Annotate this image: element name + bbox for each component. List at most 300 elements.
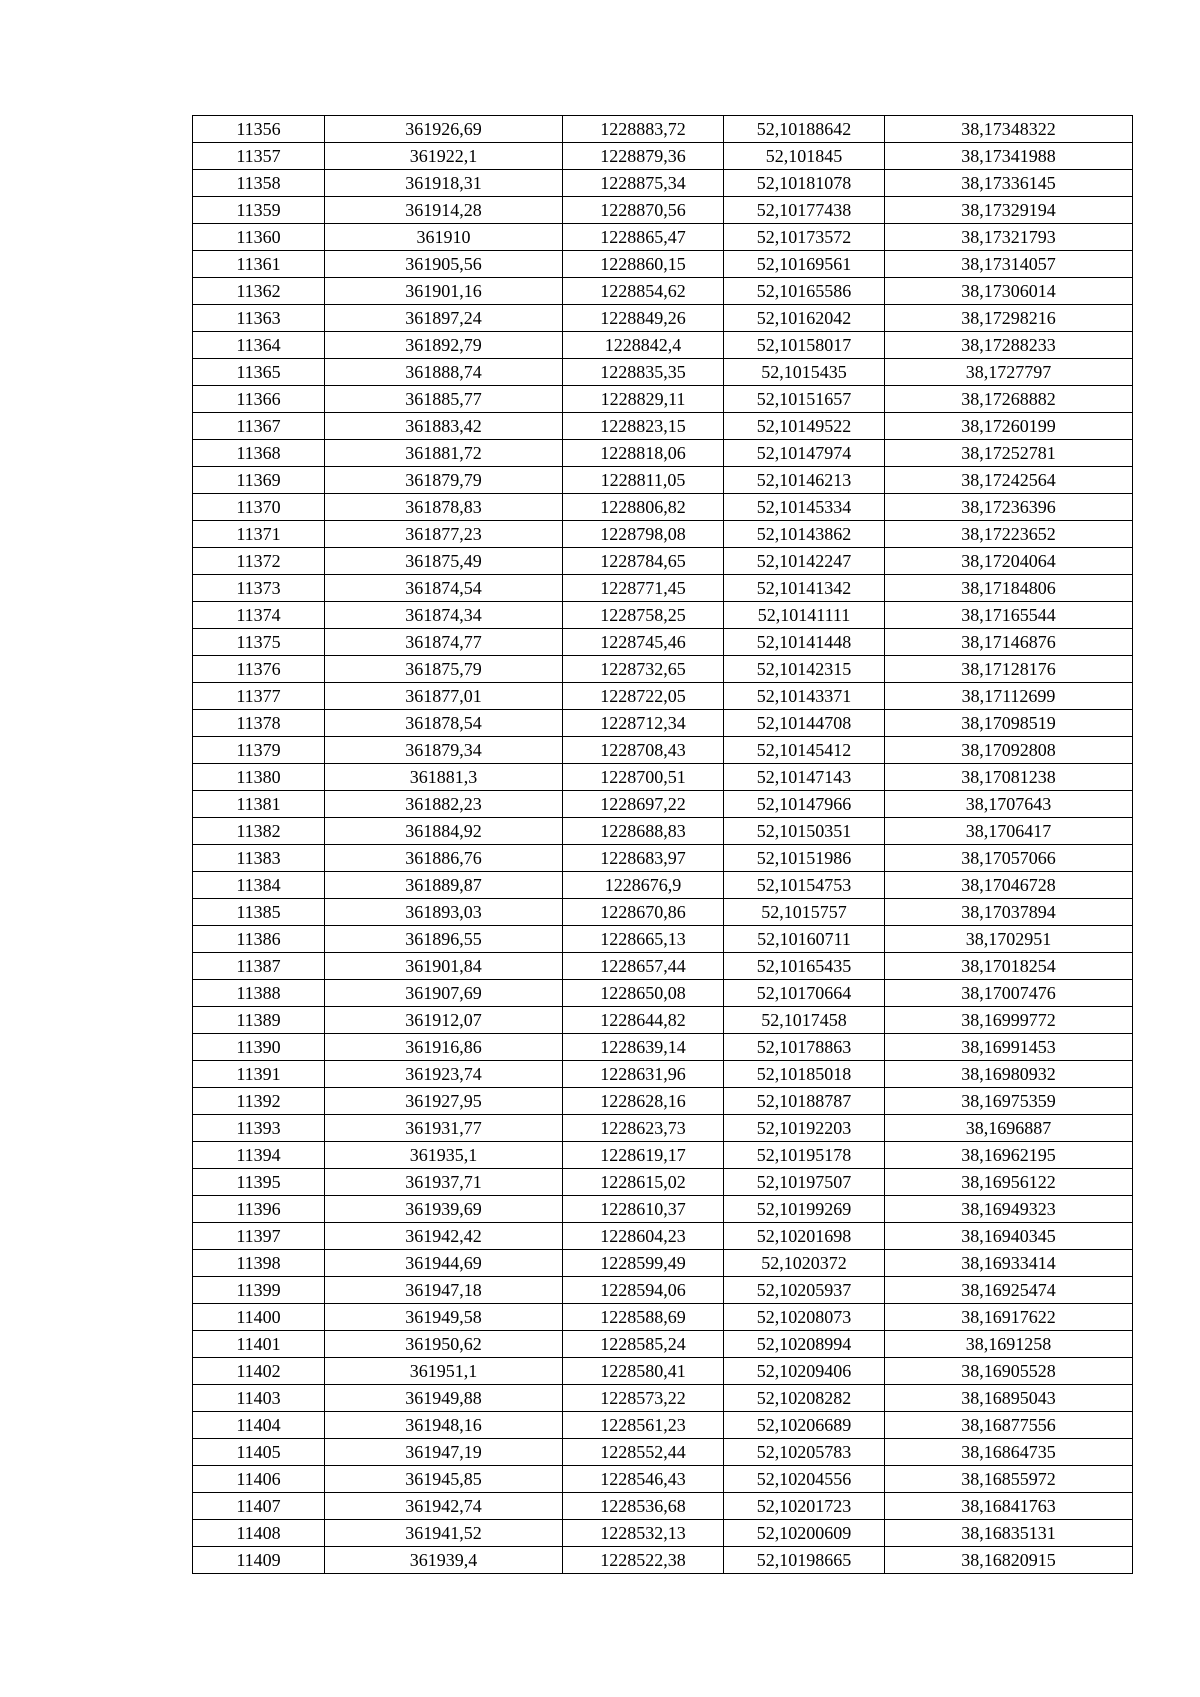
- latitude-cell: 52,10165586: [724, 278, 885, 305]
- point-number-cell: 11408: [193, 1520, 325, 1547]
- x-coordinate-cell: 361918,31: [325, 170, 563, 197]
- point-number-cell: 11367: [193, 413, 325, 440]
- x-coordinate-cell: 361878,83: [325, 494, 563, 521]
- longitude-cell: 38,16956122: [885, 1169, 1133, 1196]
- x-coordinate-cell: 361951,1: [325, 1358, 563, 1385]
- point-number-cell: 11372: [193, 548, 325, 575]
- y-coordinate-cell: 1228536,68: [563, 1493, 724, 1520]
- x-coordinate-cell: 361905,56: [325, 251, 563, 278]
- y-coordinate-cell: 1228697,22: [563, 791, 724, 818]
- x-coordinate-cell: 361882,23: [325, 791, 563, 818]
- x-coordinate-cell: 361874,34: [325, 602, 563, 629]
- point-number-cell: 11409: [193, 1547, 325, 1574]
- x-coordinate-cell: 361939,69: [325, 1196, 563, 1223]
- latitude-cell: 52,10205783: [724, 1439, 885, 1466]
- latitude-cell: 52,10208073: [724, 1304, 885, 1331]
- point-number-cell: 11366: [193, 386, 325, 413]
- latitude-cell: 52,10151986: [724, 845, 885, 872]
- table-row: [193, 602, 1133, 629]
- x-coordinate-cell: 361912,07: [325, 1007, 563, 1034]
- point-number-cell: 11385: [193, 899, 325, 926]
- table-row: [193, 494, 1133, 521]
- longitude-cell: 38,17184806: [885, 575, 1133, 602]
- latitude-cell: 52,10188642: [724, 116, 885, 143]
- point-number-cell: 11361: [193, 251, 325, 278]
- x-coordinate-cell: 361950,62: [325, 1331, 563, 1358]
- x-coordinate-cell: 361881,72: [325, 440, 563, 467]
- latitude-cell: 52,10178863: [724, 1034, 885, 1061]
- y-coordinate-cell: 1228650,08: [563, 980, 724, 1007]
- latitude-cell: 52,10197507: [724, 1169, 885, 1196]
- longitude-cell: 38,17298216: [885, 305, 1133, 332]
- x-coordinate-cell: 361889,87: [325, 872, 563, 899]
- latitude-cell: 52,10165435: [724, 953, 885, 980]
- latitude-cell: 52,1015435: [724, 359, 885, 386]
- point-number-cell: 11397: [193, 1223, 325, 1250]
- latitude-cell: 52,10143371: [724, 683, 885, 710]
- x-coordinate-cell: 361901,16: [325, 278, 563, 305]
- latitude-cell: 52,10151657: [724, 386, 885, 413]
- y-coordinate-cell: 1228683,97: [563, 845, 724, 872]
- longitude-cell: 38,17018254: [885, 953, 1133, 980]
- latitude-cell: 52,10154753: [724, 872, 885, 899]
- y-coordinate-cell: 1228561,23: [563, 1412, 724, 1439]
- point-number-cell: 11377: [193, 683, 325, 710]
- latitude-cell: 52,10201698: [724, 1223, 885, 1250]
- latitude-cell: 52,10204556: [724, 1466, 885, 1493]
- latitude-cell: 52,10150351: [724, 818, 885, 845]
- x-coordinate-cell: 361877,01: [325, 683, 563, 710]
- x-coordinate-cell: 361945,85: [325, 1466, 563, 1493]
- latitude-cell: 52,10147143: [724, 764, 885, 791]
- point-number-cell: 11375: [193, 629, 325, 656]
- x-coordinate-cell: 361923,74: [325, 1061, 563, 1088]
- longitude-cell: 38,16864735: [885, 1439, 1133, 1466]
- table-row: [193, 1358, 1133, 1385]
- table-row: [193, 791, 1133, 818]
- longitude-cell: 38,16877556: [885, 1412, 1133, 1439]
- y-coordinate-cell: 1228722,05: [563, 683, 724, 710]
- latitude-cell: 52,10206689: [724, 1412, 885, 1439]
- y-coordinate-cell: 1228580,41: [563, 1358, 724, 1385]
- y-coordinate-cell: 1228700,51: [563, 764, 724, 791]
- y-coordinate-cell: 1228585,24: [563, 1331, 724, 1358]
- y-coordinate-cell: 1228670,86: [563, 899, 724, 926]
- x-coordinate-cell: 361914,28: [325, 197, 563, 224]
- point-number-cell: 11374: [193, 602, 325, 629]
- table-row: [193, 845, 1133, 872]
- y-coordinate-cell: 1228594,06: [563, 1277, 724, 1304]
- x-coordinate-cell: 361949,88: [325, 1385, 563, 1412]
- x-coordinate-cell: 361942,42: [325, 1223, 563, 1250]
- table-row: [193, 251, 1133, 278]
- table-row: [193, 1169, 1133, 1196]
- longitude-cell: 38,16917622: [885, 1304, 1133, 1331]
- table-row: [193, 980, 1133, 1007]
- latitude-cell: 52,10188787: [724, 1088, 885, 1115]
- x-coordinate-cell: 361885,77: [325, 386, 563, 413]
- latitude-cell: 52,10145334: [724, 494, 885, 521]
- point-number-cell: 11357: [193, 143, 325, 170]
- latitude-cell: 52,10145412: [724, 737, 885, 764]
- point-number-cell: 11382: [193, 818, 325, 845]
- latitude-cell: 52,10200609: [724, 1520, 885, 1547]
- point-number-cell: 11401: [193, 1331, 325, 1358]
- y-coordinate-cell: 1228865,47: [563, 224, 724, 251]
- longitude-cell: 38,16905528: [885, 1358, 1133, 1385]
- x-coordinate-cell: 361949,58: [325, 1304, 563, 1331]
- x-coordinate-cell: 361896,55: [325, 926, 563, 953]
- point-number-cell: 11376: [193, 656, 325, 683]
- y-coordinate-cell: 1228546,43: [563, 1466, 724, 1493]
- longitude-cell: 38,16820915: [885, 1547, 1133, 1574]
- longitude-cell: 38,17165544: [885, 602, 1133, 629]
- x-coordinate-cell: 361941,52: [325, 1520, 563, 1547]
- point-number-cell: 11365: [193, 359, 325, 386]
- x-coordinate-cell: 361931,77: [325, 1115, 563, 1142]
- latitude-cell: 52,10173572: [724, 224, 885, 251]
- y-coordinate-cell: 1228631,96: [563, 1061, 724, 1088]
- table-row: [193, 656, 1133, 683]
- table-row: [193, 1520, 1133, 1547]
- latitude-cell: 52,10170664: [724, 980, 885, 1007]
- latitude-cell: 52,10158017: [724, 332, 885, 359]
- point-number-cell: 11392: [193, 1088, 325, 1115]
- x-coordinate-cell: 361901,84: [325, 953, 563, 980]
- point-number-cell: 11363: [193, 305, 325, 332]
- y-coordinate-cell: 1228732,65: [563, 656, 724, 683]
- table-row: [193, 116, 1133, 143]
- latitude-cell: 52,10141111: [724, 602, 885, 629]
- latitude-cell: 52,10146213: [724, 467, 885, 494]
- y-coordinate-cell: 1228522,38: [563, 1547, 724, 1574]
- point-number-cell: 11389: [193, 1007, 325, 1034]
- x-coordinate-cell: 361893,03: [325, 899, 563, 926]
- longitude-cell: 38,16962195: [885, 1142, 1133, 1169]
- longitude-cell: 38,1707643: [885, 791, 1133, 818]
- y-coordinate-cell: 1228883,72: [563, 116, 724, 143]
- table-row: [193, 1547, 1133, 1574]
- y-coordinate-cell: 1228708,43: [563, 737, 724, 764]
- y-coordinate-cell: 1228619,17: [563, 1142, 724, 1169]
- x-coordinate-cell: 361910: [325, 224, 563, 251]
- x-coordinate-cell: 361886,76: [325, 845, 563, 872]
- table-row: [193, 1439, 1133, 1466]
- longitude-cell: 38,17081238: [885, 764, 1133, 791]
- point-number-cell: 11388: [193, 980, 325, 1007]
- point-number-cell: 11358: [193, 170, 325, 197]
- y-coordinate-cell: 1228665,13: [563, 926, 724, 953]
- table-row: [193, 899, 1133, 926]
- longitude-cell: 38,17128176: [885, 656, 1133, 683]
- longitude-cell: 38,17098519: [885, 710, 1133, 737]
- y-coordinate-cell: 1228604,23: [563, 1223, 724, 1250]
- point-number-cell: 11356: [193, 116, 325, 143]
- longitude-cell: 38,16835131: [885, 1520, 1133, 1547]
- table-row: [193, 1223, 1133, 1250]
- point-number-cell: 11398: [193, 1250, 325, 1277]
- x-coordinate-cell: 361944,69: [325, 1250, 563, 1277]
- longitude-cell: 38,16940345: [885, 1223, 1133, 1250]
- table-row: [193, 1250, 1133, 1277]
- point-number-cell: 11399: [193, 1277, 325, 1304]
- point-number-cell: 11371: [193, 521, 325, 548]
- y-coordinate-cell: 1228784,65: [563, 548, 724, 575]
- longitude-cell: 38,16895043: [885, 1385, 1133, 1412]
- point-number-cell: 11379: [193, 737, 325, 764]
- coordinate-table-body: [193, 116, 1133, 1574]
- y-coordinate-cell: 1228657,44: [563, 953, 724, 980]
- point-number-cell: 11405: [193, 1439, 325, 1466]
- point-number-cell: 11406: [193, 1466, 325, 1493]
- point-number-cell: 11393: [193, 1115, 325, 1142]
- point-number-cell: 11394: [193, 1142, 325, 1169]
- latitude-cell: 52,10144708: [724, 710, 885, 737]
- table-row: [193, 1142, 1133, 1169]
- y-coordinate-cell: 1228849,26: [563, 305, 724, 332]
- latitude-cell: 52,10177438: [724, 197, 885, 224]
- table-row: [193, 1196, 1133, 1223]
- point-number-cell: 11373: [193, 575, 325, 602]
- table-row: [193, 332, 1133, 359]
- latitude-cell: 52,10209406: [724, 1358, 885, 1385]
- x-coordinate-cell: 361875,49: [325, 548, 563, 575]
- point-number-cell: 11381: [193, 791, 325, 818]
- latitude-cell: 52,10208994: [724, 1331, 885, 1358]
- table-row: [193, 1088, 1133, 1115]
- latitude-cell: 52,1017458: [724, 1007, 885, 1034]
- y-coordinate-cell: 1228879,36: [563, 143, 724, 170]
- longitude-cell: 38,17252781: [885, 440, 1133, 467]
- latitude-cell: 52,10160711: [724, 926, 885, 953]
- longitude-cell: 38,17007476: [885, 980, 1133, 1007]
- x-coordinate-cell: 361892,79: [325, 332, 563, 359]
- longitude-cell: 38,16980932: [885, 1061, 1133, 1088]
- table-row: [193, 737, 1133, 764]
- x-coordinate-cell: 361874,54: [325, 575, 563, 602]
- latitude-cell: 52,10185018: [724, 1061, 885, 1088]
- x-coordinate-cell: 361874,77: [325, 629, 563, 656]
- x-coordinate-cell: 361939,4: [325, 1547, 563, 1574]
- point-number-cell: 11396: [193, 1196, 325, 1223]
- x-coordinate-cell: 361875,79: [325, 656, 563, 683]
- longitude-cell: 38,17037894: [885, 899, 1133, 926]
- point-number-cell: 11362: [193, 278, 325, 305]
- longitude-cell: 38,17204064: [885, 548, 1133, 575]
- longitude-cell: 38,16841763: [885, 1493, 1133, 1520]
- y-coordinate-cell: 1228644,82: [563, 1007, 724, 1034]
- table-row: [193, 305, 1133, 332]
- longitude-cell: 38,16925474: [885, 1277, 1133, 1304]
- latitude-cell: 52,10149522: [724, 413, 885, 440]
- longitude-cell: 38,17092808: [885, 737, 1133, 764]
- longitude-cell: 38,17146876: [885, 629, 1133, 656]
- point-number-cell: 11407: [193, 1493, 325, 1520]
- y-coordinate-cell: 1228771,45: [563, 575, 724, 602]
- table-row: [193, 1493, 1133, 1520]
- point-number-cell: 11387: [193, 953, 325, 980]
- y-coordinate-cell: 1228688,83: [563, 818, 724, 845]
- point-number-cell: 11368: [193, 440, 325, 467]
- longitude-cell: 38,17321793: [885, 224, 1133, 251]
- table-row: [193, 1304, 1133, 1331]
- y-coordinate-cell: 1228610,37: [563, 1196, 724, 1223]
- point-number-cell: 11386: [193, 926, 325, 953]
- table-row: [193, 548, 1133, 575]
- longitude-cell: 38,16991453: [885, 1034, 1133, 1061]
- x-coordinate-cell: 361897,24: [325, 305, 563, 332]
- point-number-cell: 11384: [193, 872, 325, 899]
- y-coordinate-cell: 1228835,35: [563, 359, 724, 386]
- latitude-cell: 52,10147966: [724, 791, 885, 818]
- point-number-cell: 11378: [193, 710, 325, 737]
- latitude-cell: 52,10142315: [724, 656, 885, 683]
- table-row: [193, 440, 1133, 467]
- y-coordinate-cell: 1228588,69: [563, 1304, 724, 1331]
- longitude-cell: 38,17057066: [885, 845, 1133, 872]
- table-row: [193, 224, 1133, 251]
- latitude-cell: 52,10195178: [724, 1142, 885, 1169]
- y-coordinate-cell: 1228875,34: [563, 170, 724, 197]
- latitude-cell: 52,10192203: [724, 1115, 885, 1142]
- table-row: [193, 953, 1133, 980]
- table-row: [193, 170, 1133, 197]
- coordinate-table: [192, 115, 1133, 1574]
- longitude-cell: 38,1696887: [885, 1115, 1133, 1142]
- latitude-cell: 52,10142247: [724, 548, 885, 575]
- y-coordinate-cell: 1228573,22: [563, 1385, 724, 1412]
- y-coordinate-cell: 1228842,4: [563, 332, 724, 359]
- y-coordinate-cell: 1228829,11: [563, 386, 724, 413]
- x-coordinate-cell: 361884,92: [325, 818, 563, 845]
- longitude-cell: 38,1691258: [885, 1331, 1133, 1358]
- x-coordinate-cell: 361942,74: [325, 1493, 563, 1520]
- latitude-cell: 52,10205937: [724, 1277, 885, 1304]
- x-coordinate-cell: 361907,69: [325, 980, 563, 1007]
- x-coordinate-cell: 361935,1: [325, 1142, 563, 1169]
- x-coordinate-cell: 361881,3: [325, 764, 563, 791]
- longitude-cell: 38,17242564: [885, 467, 1133, 494]
- table-row: [193, 278, 1133, 305]
- latitude-cell: 52,10169561: [724, 251, 885, 278]
- table-row: [193, 521, 1133, 548]
- table-row: [193, 818, 1133, 845]
- longitude-cell: 38,17260199: [885, 413, 1133, 440]
- x-coordinate-cell: 361878,54: [325, 710, 563, 737]
- table-row: [193, 1034, 1133, 1061]
- latitude-cell: 52,10198665: [724, 1547, 885, 1574]
- y-coordinate-cell: 1228639,14: [563, 1034, 724, 1061]
- latitude-cell: 52,10181078: [724, 170, 885, 197]
- table-row: [193, 1466, 1133, 1493]
- longitude-cell: 38,17348322: [885, 116, 1133, 143]
- y-coordinate-cell: 1228599,49: [563, 1250, 724, 1277]
- x-coordinate-cell: 361888,74: [325, 359, 563, 386]
- y-coordinate-cell: 1228532,13: [563, 1520, 724, 1547]
- latitude-cell: 52,10162042: [724, 305, 885, 332]
- latitude-cell: 52,10143862: [724, 521, 885, 548]
- longitude-cell: 38,17268882: [885, 386, 1133, 413]
- latitude-cell: 52,10141448: [724, 629, 885, 656]
- longitude-cell: 38,17341988: [885, 143, 1133, 170]
- longitude-cell: 38,16949323: [885, 1196, 1133, 1223]
- y-coordinate-cell: 1228758,25: [563, 602, 724, 629]
- x-coordinate-cell: 361947,18: [325, 1277, 563, 1304]
- longitude-cell: 38,16975359: [885, 1088, 1133, 1115]
- latitude-cell: 52,1020372: [724, 1250, 885, 1277]
- longitude-cell: 38,17046728: [885, 872, 1133, 899]
- y-coordinate-cell: 1228552,44: [563, 1439, 724, 1466]
- longitude-cell: 38,16999772: [885, 1007, 1133, 1034]
- longitude-cell: 38,1702951: [885, 926, 1133, 953]
- latitude-cell: 52,1015757: [724, 899, 885, 926]
- x-coordinate-cell: 361927,95: [325, 1088, 563, 1115]
- table-row: [193, 386, 1133, 413]
- latitude-cell: 52,10141342: [724, 575, 885, 602]
- longitude-cell: 38,17288233: [885, 332, 1133, 359]
- x-coordinate-cell: 361947,19: [325, 1439, 563, 1466]
- point-number-cell: 11402: [193, 1358, 325, 1385]
- x-coordinate-cell: 361877,23: [325, 521, 563, 548]
- x-coordinate-cell: 361948,16: [325, 1412, 563, 1439]
- table-row: [193, 1385, 1133, 1412]
- y-coordinate-cell: 1228823,15: [563, 413, 724, 440]
- table-row: [193, 359, 1133, 386]
- table-row: [193, 1412, 1133, 1439]
- table-row: [193, 1277, 1133, 1304]
- point-number-cell: 11383: [193, 845, 325, 872]
- table-row: [193, 197, 1133, 224]
- longitude-cell: 38,17112699: [885, 683, 1133, 710]
- table-row: [193, 1115, 1133, 1142]
- point-number-cell: 11390: [193, 1034, 325, 1061]
- y-coordinate-cell: 1228623,73: [563, 1115, 724, 1142]
- table-row: [193, 872, 1133, 899]
- latitude-cell: 52,10147974: [724, 440, 885, 467]
- table-row: [193, 683, 1133, 710]
- table-row: [193, 926, 1133, 953]
- point-number-cell: 11369: [193, 467, 325, 494]
- y-coordinate-cell: 1228818,06: [563, 440, 724, 467]
- table-row: [193, 1007, 1133, 1034]
- table-row: [193, 1331, 1133, 1358]
- y-coordinate-cell: 1228712,34: [563, 710, 724, 737]
- table-row: [193, 710, 1133, 737]
- y-coordinate-cell: 1228860,15: [563, 251, 724, 278]
- table-row: [193, 1061, 1133, 1088]
- longitude-cell: 38,17314057: [885, 251, 1133, 278]
- x-coordinate-cell: 361926,69: [325, 116, 563, 143]
- point-number-cell: 11403: [193, 1385, 325, 1412]
- longitude-cell: 38,16933414: [885, 1250, 1133, 1277]
- latitude-cell: 52,10208282: [724, 1385, 885, 1412]
- longitude-cell: 38,17336145: [885, 170, 1133, 197]
- x-coordinate-cell: 361937,71: [325, 1169, 563, 1196]
- table-row: [193, 764, 1133, 791]
- longitude-cell: 38,17236396: [885, 494, 1133, 521]
- latitude-cell: 52,10199269: [724, 1196, 885, 1223]
- longitude-cell: 38,1727797: [885, 359, 1133, 386]
- longitude-cell: 38,1706417: [885, 818, 1133, 845]
- y-coordinate-cell: 1228615,02: [563, 1169, 724, 1196]
- y-coordinate-cell: 1228854,62: [563, 278, 724, 305]
- latitude-cell: 52,10201723: [724, 1493, 885, 1520]
- x-coordinate-cell: 361883,42: [325, 413, 563, 440]
- y-coordinate-cell: 1228870,56: [563, 197, 724, 224]
- table-row: [193, 467, 1133, 494]
- y-coordinate-cell: 1228676,9: [563, 872, 724, 899]
- latitude-cell: 52,101845: [724, 143, 885, 170]
